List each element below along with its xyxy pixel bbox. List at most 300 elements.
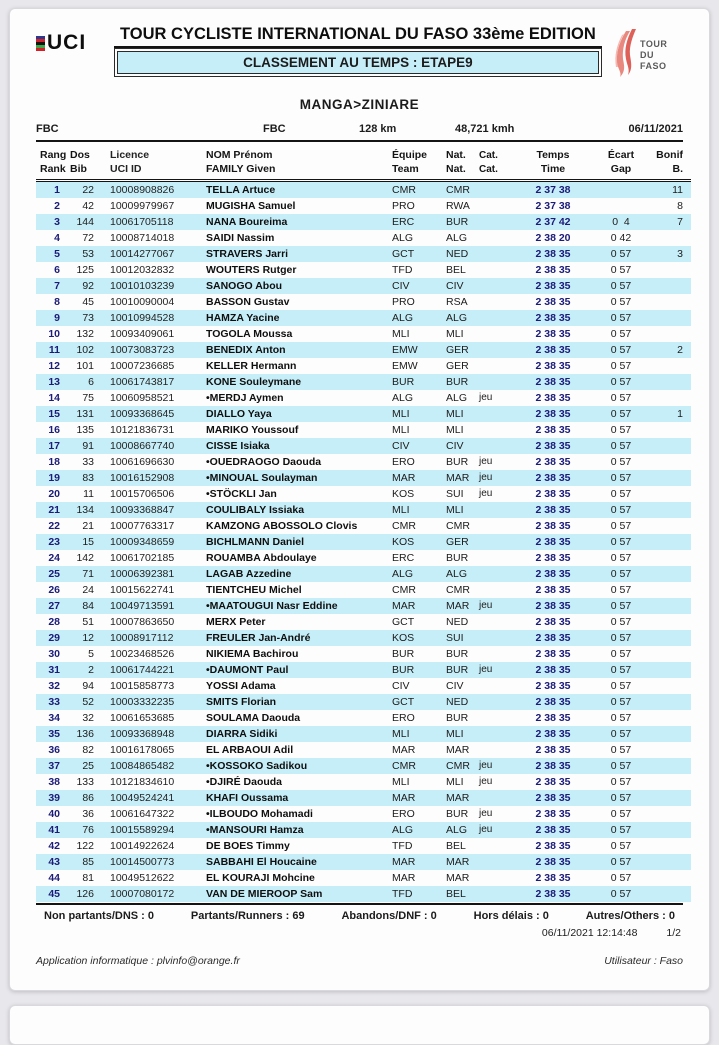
table-row xyxy=(36,742,691,758)
cell-time: 2 38 35 xyxy=(535,392,571,404)
cell-bonif xyxy=(649,646,691,662)
cell-rank: 39 xyxy=(48,792,60,804)
summary-dnf: Abandons/DNF : 0 xyxy=(341,910,437,922)
cell-time: 2 38 35 xyxy=(535,520,571,532)
cell-name: KHAFI Oussama xyxy=(206,792,289,804)
table-row xyxy=(36,774,691,790)
cell-team: TFD xyxy=(392,888,413,900)
cell-rank: 34 xyxy=(48,712,60,724)
table-row xyxy=(36,870,691,886)
cell-name: •MINOUAL Soulayman xyxy=(206,472,318,484)
cell-name: •KOSSOKO Sadikou xyxy=(206,760,308,772)
cell-licence: 10049713591 xyxy=(110,600,175,612)
cell-licence: 10023468526 xyxy=(110,648,175,660)
page-title: TOUR CYCLISTE INTERNATIONAL DU FASO 33ème EDITION xyxy=(114,21,602,48)
cell-cat xyxy=(477,694,513,710)
cell-bib: 52 xyxy=(82,696,94,708)
cell-team: EMW xyxy=(392,360,418,372)
cell-nat: CMR xyxy=(446,520,470,532)
cell-rank: 9 xyxy=(54,312,60,324)
cell-nat: BUR xyxy=(446,216,469,228)
cell-nat: ALG xyxy=(446,568,468,580)
cell-cat xyxy=(477,614,513,630)
cell-nat: CIV xyxy=(446,440,464,452)
cell-licence: 10016178065 xyxy=(110,744,175,756)
header-name: NOM Prénom xyxy=(206,149,273,161)
cell-bonif xyxy=(649,678,691,694)
cell-rank: 31 xyxy=(48,664,60,676)
header-time-en: Time xyxy=(513,162,593,181)
cell-gap: 0 57 xyxy=(610,392,632,404)
cell-name: BENEDIX Anton xyxy=(206,344,286,356)
next-page-preview xyxy=(9,1005,710,1045)
cell-bonif xyxy=(649,806,691,822)
cell-licence: 10121834610 xyxy=(110,776,175,788)
cell-bonif xyxy=(649,278,691,294)
cell-rank: 14 xyxy=(48,392,60,404)
cell-nat: SUI xyxy=(446,488,464,500)
cell-team: EMW xyxy=(392,344,418,356)
cell-team: MLI xyxy=(392,776,410,788)
cell-gap: 0 57 xyxy=(610,664,632,676)
cell-cat xyxy=(477,518,513,534)
classification-subtitle: CLASSEMENT AU TEMPS : ETAPE9 xyxy=(117,51,599,74)
cell-nat: GER xyxy=(446,360,469,372)
cell-cat xyxy=(477,246,513,262)
cell-cat: jeu xyxy=(479,392,493,403)
cell-licence: 10006392381 xyxy=(110,568,175,580)
cell-cat: jeu xyxy=(479,600,493,611)
table-row xyxy=(36,534,691,550)
cell-bonif xyxy=(649,662,691,678)
cell-bonif xyxy=(649,518,691,534)
cell-cat xyxy=(477,550,513,566)
cell-rank: 5 xyxy=(54,248,60,260)
cell-name: KONE Souleymane xyxy=(206,376,302,388)
cell-gap: 0 57 xyxy=(610,536,632,548)
header-gap-en: Gap xyxy=(593,162,649,181)
cell-cat xyxy=(477,566,513,582)
cell-rank: 28 xyxy=(48,616,60,628)
cell-time: 2 38 35 xyxy=(535,424,571,436)
cell-team: BUR xyxy=(392,376,415,388)
cell-licence: 10093409061 xyxy=(110,328,175,340)
cell-bonif xyxy=(649,230,691,246)
cell-name: TIENTCHEU Michel xyxy=(206,584,302,596)
cell-bonif xyxy=(649,710,691,726)
cell-gap: 0 57 xyxy=(610,456,632,468)
cell-nat: BUR xyxy=(446,376,469,388)
table-row xyxy=(36,278,691,294)
cell-gap: 0 4 xyxy=(612,216,630,228)
table-row xyxy=(36,582,691,598)
cell-gap: 0 57 xyxy=(610,280,632,292)
cell-cat: jeu xyxy=(479,472,493,483)
cell-name: MUGISHA Samuel xyxy=(206,200,296,212)
cell-time: 2 37 38 xyxy=(535,184,571,196)
table-row xyxy=(36,198,691,214)
title-block xyxy=(114,21,602,77)
table-row xyxy=(36,181,691,199)
cell-nat: ALG xyxy=(446,824,468,836)
cell-rank: 11 xyxy=(48,344,60,356)
cell-bonif xyxy=(649,566,691,582)
cell-time: 2 38 35 xyxy=(535,616,571,628)
cell-gap: 0 57 xyxy=(610,872,632,884)
cell-time: 2 38 35 xyxy=(535,456,571,468)
cell-name: EL KOURAJI Mohcine xyxy=(206,872,315,884)
cell-gap: 0 57 xyxy=(610,504,632,516)
cell-licence: 10061705118 xyxy=(110,216,174,228)
cell-gap: 0 57 xyxy=(610,840,632,852)
header-bib: Dos xyxy=(70,149,90,161)
cell-rank: 45 xyxy=(48,888,60,900)
cell-cat xyxy=(477,582,513,598)
header-licence: Licence xyxy=(110,149,150,161)
cell-licence: 10061696630 xyxy=(110,456,175,468)
cell-name: CISSE Isiaka xyxy=(206,440,270,452)
cell-bib: 42 xyxy=(82,200,94,212)
cell-rank: 15 xyxy=(48,408,60,420)
cell-bib: 5 xyxy=(88,648,94,660)
cell-time: 2 38 35 xyxy=(535,552,571,564)
cell-bonif xyxy=(649,454,691,470)
cell-time: 2 38 35 xyxy=(535,280,571,292)
cell-cat xyxy=(477,406,513,422)
header-nat: Nat. xyxy=(446,149,466,161)
cell-name: SMITS Florian xyxy=(206,696,277,708)
cell-name: MERX Peter xyxy=(206,616,266,628)
cell-gap: 0 57 xyxy=(610,760,632,772)
cell-nat: MAR xyxy=(446,792,470,804)
cell-team: CIV xyxy=(392,440,410,452)
cell-gap: 0 57 xyxy=(610,568,632,580)
cell-bonif xyxy=(649,598,691,614)
cell-name: •MAATOUGUI Nasr Eddine xyxy=(206,600,338,612)
cell-nat: BEL xyxy=(446,264,466,276)
cell-bonif xyxy=(649,470,691,486)
cell-gap: 0 57 xyxy=(610,328,632,340)
cell-time: 2 38 35 xyxy=(535,728,571,740)
cell-nat: RWA xyxy=(446,200,470,212)
cell-name: YOSSI Adama xyxy=(206,680,276,692)
cell-nat: CMR xyxy=(446,584,470,596)
cell-team: GCT xyxy=(392,696,415,708)
cell-cat xyxy=(477,534,513,550)
cell-gap: 0 57 xyxy=(610,648,632,660)
cell-bonif xyxy=(649,582,691,598)
cell-rank: 33 xyxy=(48,696,60,708)
race-info-row xyxy=(36,123,683,142)
cell-name: EL ARBAOUI Adil xyxy=(206,744,294,756)
cell-bib: 36 xyxy=(82,808,94,820)
table-row xyxy=(36,886,691,902)
cell-time: 2 38 35 xyxy=(535,440,571,452)
table-row xyxy=(36,614,691,630)
cell-team: CMR xyxy=(392,584,416,596)
cell-name: HAMZA Yacine xyxy=(206,312,280,324)
cell-team: KOS xyxy=(392,536,415,548)
cell-team: ERC xyxy=(392,552,415,564)
cell-cat xyxy=(477,646,513,662)
cell-gap: 0 57 xyxy=(610,792,632,804)
summary-dns: Non partants/DNS : 0 xyxy=(44,910,155,922)
cell-name: LAGAB Azzedine xyxy=(206,568,292,580)
cell-team: ERO xyxy=(392,712,415,724)
cell-licence: 10015706506 xyxy=(110,488,175,500)
header-team: Équipe xyxy=(392,149,428,161)
cell-name: •DAUMONT Paul xyxy=(206,664,289,676)
cell-nat: BUR xyxy=(446,712,469,724)
cell-team: ALG xyxy=(392,392,414,404)
cell-nat: BUR xyxy=(446,664,469,676)
cell-bonif xyxy=(649,822,691,838)
cell-cat: jeu xyxy=(479,824,493,835)
cell-licence: 10010103239 xyxy=(110,280,175,292)
uci-logo-text: UCI xyxy=(47,31,87,54)
results-table-header xyxy=(36,144,691,181)
cell-name: •MANSOURI Hamza xyxy=(206,824,304,836)
cell-licence: 10007236685 xyxy=(110,360,175,372)
cell-gap: 0 57 xyxy=(610,248,632,260)
cell-time: 2 38 35 xyxy=(535,376,571,388)
summary-runners: Partants/Runners : 69 xyxy=(190,910,305,922)
cell-gap: 0 57 xyxy=(610,824,632,836)
results-page xyxy=(9,8,710,991)
cell-rank: 18 xyxy=(48,456,60,468)
cell-licence: 10093368847 xyxy=(110,504,175,516)
cell-name: SAIDI Nassim xyxy=(206,232,275,244)
cell-team: MAR xyxy=(392,472,416,484)
cell-rank: 32 xyxy=(48,680,60,692)
cell-cat: jeu xyxy=(479,664,493,675)
race-distance: 128 km xyxy=(359,123,397,135)
table-row xyxy=(36,246,691,262)
table-row xyxy=(36,838,691,854)
cell-bonif xyxy=(649,486,691,502)
cell-cat xyxy=(477,214,513,230)
table-row xyxy=(36,630,691,646)
cell-team: PRO xyxy=(392,200,415,212)
cell-time: 2 38 35 xyxy=(535,408,571,420)
cell-rank: 21 xyxy=(48,504,60,516)
cell-cat xyxy=(477,886,513,902)
cell-team: MAR xyxy=(392,792,416,804)
cell-nat: MLI xyxy=(446,408,464,420)
cell-rank: 3 xyxy=(54,216,60,228)
summary-row xyxy=(36,903,683,922)
cell-licence: 10121836731 xyxy=(110,424,175,436)
cell-nat: MAR xyxy=(446,744,470,756)
cell-gap: 0 57 xyxy=(610,296,632,308)
cell-bib: 132 xyxy=(76,328,94,340)
cell-name: DIALLO Yaya xyxy=(206,408,272,420)
cell-gap: 0 57 xyxy=(610,520,632,532)
cell-nat: BEL xyxy=(446,888,466,900)
summary-hors-delais: Hors délais : 0 xyxy=(473,910,549,922)
cell-licence: 10009348659 xyxy=(110,536,175,548)
cell-gap xyxy=(593,181,649,199)
cell-nat: SUI xyxy=(446,632,464,644)
cell-rank: 26 xyxy=(48,584,60,596)
cell-nat: MAR xyxy=(446,872,470,884)
cell-nat: ALG xyxy=(446,312,468,324)
cell-bib: 72 xyxy=(82,232,94,244)
table-row xyxy=(36,518,691,534)
cell-time: 2 38 35 xyxy=(535,360,571,372)
cell-rank: 36 xyxy=(48,744,60,756)
cell-rank: 29 xyxy=(48,632,60,644)
cell-cat xyxy=(477,342,513,358)
table-row xyxy=(36,262,691,278)
cell-licence: 10014500773 xyxy=(110,856,175,868)
cell-time: 2 38 35 xyxy=(535,328,571,340)
cell-time: 2 37 38 xyxy=(535,200,571,212)
cell-licence: 10049524241 xyxy=(110,792,175,804)
cell-time: 2 38 35 xyxy=(535,568,571,580)
cell-time: 2 38 35 xyxy=(535,696,571,708)
cell-bib: 131 xyxy=(76,408,94,420)
cell-team: ERC xyxy=(392,216,415,228)
cell-team: MAR xyxy=(392,856,416,868)
cell-nat: NED xyxy=(446,616,469,628)
cell-gap: 0 57 xyxy=(610,680,632,692)
header-cat: Cat. xyxy=(479,149,498,161)
cell-name: NANA Boureima xyxy=(206,216,288,228)
header-time: Temps xyxy=(536,149,570,161)
cell-gap: 0 57 xyxy=(610,584,632,596)
cell-nat: CMR xyxy=(446,760,470,772)
table-row xyxy=(36,550,691,566)
cell-bonif xyxy=(649,422,691,438)
cell-licence: 10007863650 xyxy=(110,616,175,628)
cell-nat: BUR xyxy=(446,456,469,468)
cell-bib: 135 xyxy=(76,424,94,436)
cell-licence: 10007763317 xyxy=(110,520,175,532)
results-tbody xyxy=(36,181,691,903)
cell-gap: 0 57 xyxy=(610,888,632,900)
cell-nat: NED xyxy=(446,696,469,708)
cell-licence: 10012032832 xyxy=(110,264,175,276)
cell-team: MAR xyxy=(392,600,416,612)
cell-team: KOS xyxy=(392,488,415,500)
cell-bib: 15 xyxy=(82,536,94,548)
cell-team: BUR xyxy=(392,664,415,676)
cell-team: MAR xyxy=(392,872,416,884)
table-row xyxy=(36,454,691,470)
cell-name: BICHLMANN Daniel xyxy=(206,536,305,548)
cell-rank: 19 xyxy=(48,472,60,484)
cell-team: ALG xyxy=(392,312,414,324)
cell-bonif xyxy=(649,630,691,646)
cell-gap: 0 57 xyxy=(610,600,632,612)
cell-bonif xyxy=(649,694,691,710)
cell-rank: 27 xyxy=(48,600,60,612)
svg-text:FASO: FASO xyxy=(639,61,667,71)
table-row xyxy=(36,646,691,662)
cell-team: GCT xyxy=(392,616,415,628)
cell-licence: 10008908826 xyxy=(110,184,175,196)
cell-cat xyxy=(477,278,513,294)
cell-time: 2 38 35 xyxy=(535,248,571,260)
header-bonif-en: B. xyxy=(649,162,691,181)
print-timestamp: 06/11/2021 12:14:48 xyxy=(541,927,638,939)
cell-team: CMR xyxy=(392,184,416,196)
cell-cat: jeu xyxy=(479,456,493,467)
table-row xyxy=(36,502,691,518)
cell-nat: MAR xyxy=(446,600,470,612)
cell-bonif: 1 xyxy=(677,408,683,420)
cell-licence: 10016152908 xyxy=(110,472,175,484)
cell-team: CIV xyxy=(392,280,410,292)
header-name-en: FAMILY Given xyxy=(196,162,388,181)
svg-text:TOUR: TOUR xyxy=(639,39,668,49)
cell-bib: 101 xyxy=(76,360,94,372)
cell-rank: 35 xyxy=(48,728,60,740)
cell-gap: 0 57 xyxy=(610,488,632,500)
cell-bib: 81 xyxy=(82,872,94,884)
cell-gap: 0 57 xyxy=(610,312,632,324)
cell-time: 2 38 35 xyxy=(535,680,571,692)
table-row xyxy=(36,710,691,726)
cell-licence: 10060958521 xyxy=(110,392,175,404)
cell-bib: 11 xyxy=(83,488,94,500)
cell-rank: 8 xyxy=(54,296,60,308)
cell-cat xyxy=(477,678,513,694)
cell-time: 2 38 35 xyxy=(535,648,571,660)
cell-cat xyxy=(477,838,513,854)
cell-time: 2 38 35 xyxy=(535,712,571,724)
cell-name: •MERDJ Aymen xyxy=(206,392,284,404)
cell-gap: 0 57 xyxy=(610,376,632,388)
cell-cat xyxy=(477,294,513,310)
cell-bib: 2 xyxy=(88,664,94,676)
cell-cat xyxy=(477,374,513,390)
cell-licence: 10093368948 xyxy=(110,728,175,740)
cell-rank: 24 xyxy=(48,552,60,564)
cell-nat: BUR xyxy=(446,808,469,820)
table-row xyxy=(36,374,691,390)
header-nat-en: Nat. xyxy=(444,162,477,181)
page-number: 1/2 xyxy=(666,927,681,939)
cell-team: MLI xyxy=(392,328,410,340)
cell-bib: 6 xyxy=(88,376,94,388)
cell-cat: jeu xyxy=(479,776,493,787)
cell-rank: 38 xyxy=(48,776,60,788)
cell-bonif xyxy=(649,870,691,886)
cell-licence: 10061647322 xyxy=(110,808,175,820)
timestamp-row xyxy=(36,927,683,939)
table-row xyxy=(36,758,691,774)
cell-rank: 1 xyxy=(54,184,60,196)
cell-bib: 84 xyxy=(82,600,94,612)
tour-du-faso-logo-icon xyxy=(602,25,688,88)
table-row xyxy=(36,822,691,838)
cell-licence: 10061702185 xyxy=(110,552,175,564)
cell-bonif xyxy=(649,534,691,550)
header-cat-en: Cat. xyxy=(477,162,513,181)
cell-gap: 0 57 xyxy=(610,440,632,452)
cell-bonif xyxy=(649,358,691,374)
federation-left: FBC xyxy=(36,123,59,135)
header-rank-en: Rank xyxy=(36,162,66,181)
cell-team: MLI xyxy=(392,728,410,740)
cell-time: 2 38 35 xyxy=(535,472,571,484)
cell-rank: 22 xyxy=(48,520,60,532)
header-licence-en: UCI ID xyxy=(98,162,196,181)
cell-gap: 0 57 xyxy=(610,776,632,788)
cell-time: 2 38 35 xyxy=(535,504,571,516)
